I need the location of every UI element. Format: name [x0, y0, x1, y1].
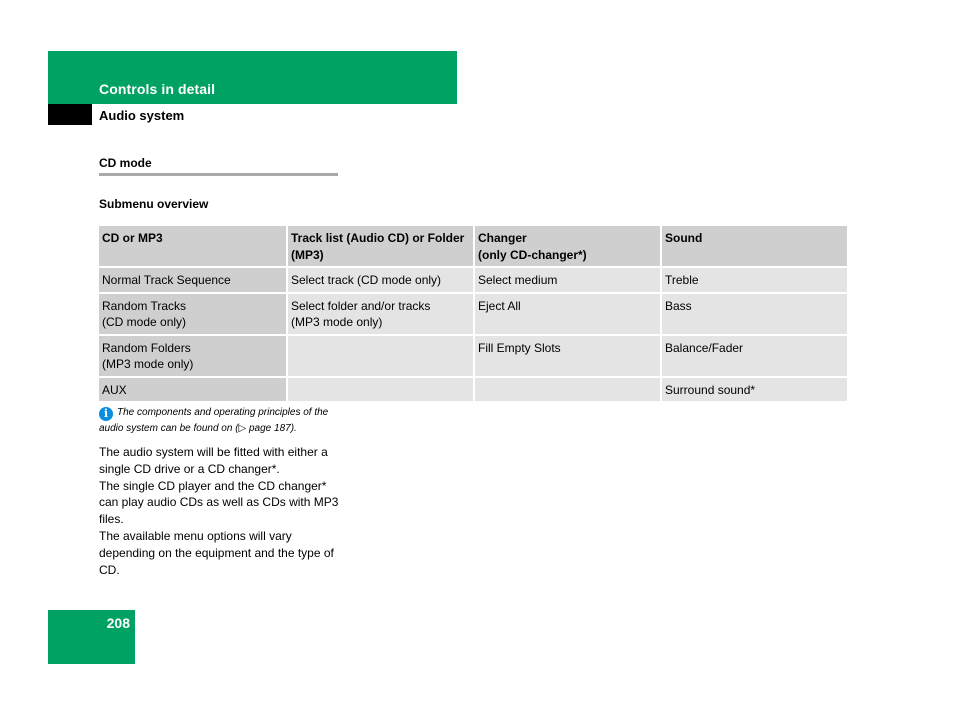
- table-cell: Select folder and/or tracks (MP3 mode only): [286, 294, 473, 336]
- column-header-sound: Sound: [660, 226, 847, 268]
- body-paragraph: The available menu options will vary depending on the equipment and the type of CD.: [99, 528, 334, 577]
- table-cell: Random Tracks (CD mode only): [99, 294, 286, 336]
- table-row: [99, 268, 847, 294]
- table-row: [99, 294, 847, 336]
- changer-header-text: Changer (only CD-changer*): [478, 231, 587, 262]
- body-paragraph: The single CD player and the CD changer* can play audio CDs as well as CDs with MP3 files.: [99, 478, 339, 527]
- section-divider: [99, 173, 338, 176]
- section-heading: Audio system: [99, 108, 185, 123]
- table-row: [99, 378, 847, 404]
- body-text: [99, 444, 349, 578]
- info-note: [99, 405, 344, 436]
- table-cell: Normal Track Sequence: [99, 268, 286, 294]
- table-cell: Treble: [660, 268, 847, 294]
- submenu-table: [99, 226, 847, 403]
- info-icon: i: [99, 407, 113, 421]
- table-cell: AUX: [99, 378, 286, 404]
- table-header-row: [99, 226, 847, 268]
- submenu-overview-title: Submenu overview: [99, 197, 209, 211]
- table-cell: Balance/Fader: [660, 336, 847, 378]
- page-number: 208: [106, 615, 130, 631]
- table-cell: [286, 336, 473, 378]
- chapter-marker: [48, 104, 92, 125]
- column-header-track-list: Track list (Audio CD) or Folder (MP3): [286, 226, 473, 268]
- table-cell: Select medium: [473, 268, 660, 294]
- chapter-title: Controls in detail: [99, 81, 216, 97]
- table-cell: Eject All: [473, 294, 660, 336]
- chapter-header-bar: [48, 51, 457, 104]
- table-cell: [473, 378, 660, 404]
- table-cell: Select track (CD mode only): [286, 268, 473, 294]
- table-cell: [286, 378, 473, 404]
- cd-mode-title: CD mode: [99, 156, 152, 170]
- page-number-tab: [48, 610, 135, 664]
- body-paragraph: The audio system will be fitted with either a single CD drive or a CD changer*.: [99, 445, 328, 476]
- table-cell: Bass: [660, 294, 847, 336]
- column-header-changer: [473, 226, 660, 268]
- column-header-cd-or-mp3: CD or MP3: [99, 226, 286, 268]
- info-note-text: The components and operating principles of the audio system can be found on (▷ page 187).: [99, 407, 329, 434]
- table-cell: Fill Empty Slots: [473, 336, 660, 378]
- table-cell: Random Folders (MP3 mode only): [99, 336, 286, 378]
- table-cell: Surround sound*: [660, 378, 847, 404]
- table-row: [99, 336, 847, 378]
